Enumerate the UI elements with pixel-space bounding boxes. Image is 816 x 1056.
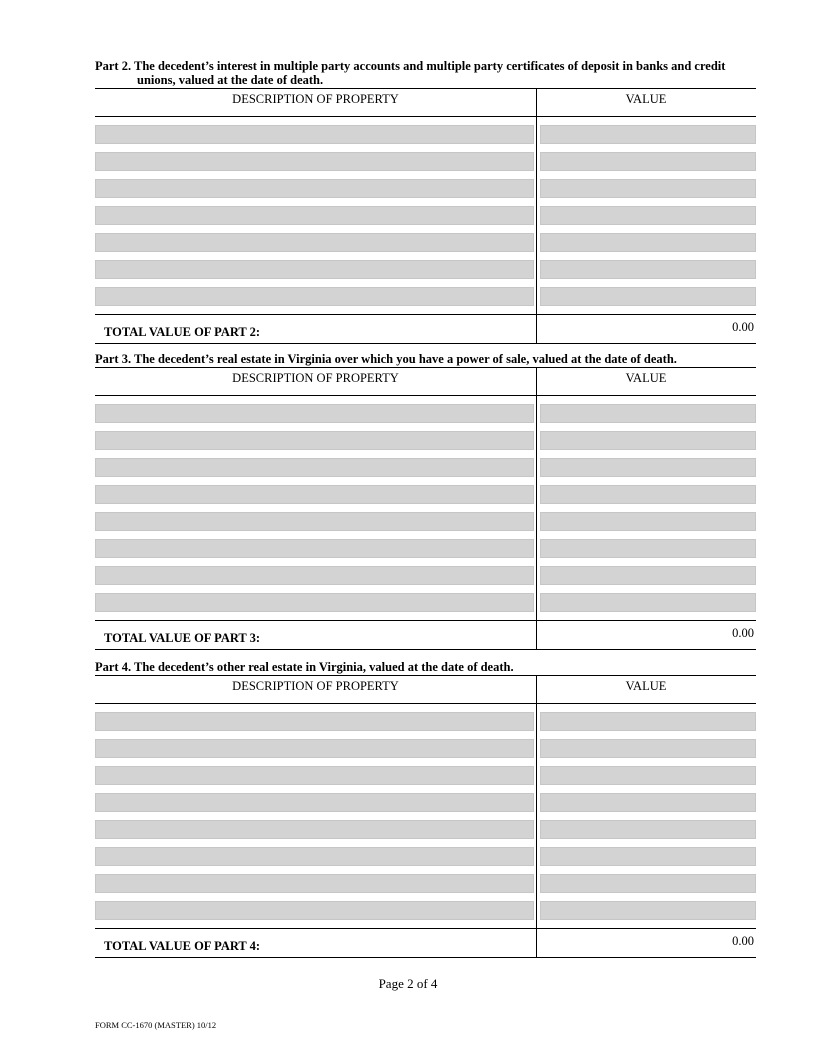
table-row: [95, 485, 756, 504]
description-field[interactable]: [95, 847, 534, 866]
description-field[interactable]: [95, 287, 534, 306]
part-2-section: [95, 59, 756, 344]
page-number: Page 2 of 4: [378, 976, 438, 991]
description-field[interactable]: [95, 260, 534, 279]
table-row: [95, 712, 756, 731]
table-row: [95, 793, 756, 812]
column-divider: [536, 368, 537, 649]
value-field[interactable]: [540, 593, 756, 612]
total-row: [95, 314, 756, 343]
value-field[interactable]: [540, 566, 756, 585]
table-row: [95, 152, 756, 171]
part-2-table: [95, 88, 756, 344]
value-field[interactable]: [540, 152, 756, 171]
value-field[interactable]: [540, 739, 756, 758]
total-label: TOTAL VALUE OF PART 3:: [104, 631, 261, 645]
total-value-field[interactable]: 0.00: [732, 626, 754, 640]
description-field[interactable]: [95, 793, 534, 812]
description-field[interactable]: [95, 593, 534, 612]
part-4-table: [95, 675, 756, 958]
value-field[interactable]: [540, 485, 756, 504]
description-header: DESCRIPTION OF PROPERTY: [232, 679, 399, 693]
table-row: [95, 820, 756, 839]
table-row: [95, 431, 756, 450]
description-field[interactable]: [95, 766, 534, 785]
part-3-section: [95, 352, 756, 650]
value-field[interactable]: [540, 874, 756, 893]
table-row: [95, 125, 756, 144]
table-row: [95, 766, 756, 785]
description-field[interactable]: [95, 874, 534, 893]
description-field[interactable]: [95, 233, 534, 252]
description-field[interactable]: [95, 152, 534, 171]
table-header: [95, 89, 756, 117]
value-field[interactable]: [540, 206, 756, 225]
value-header: VALUE: [625, 92, 667, 106]
part-4-section: [95, 660, 756, 958]
value-field[interactable]: [540, 458, 756, 477]
table-row: [95, 260, 756, 279]
description-header: DESCRIPTION OF PROPERTY: [232, 371, 399, 385]
description-field[interactable]: [95, 206, 534, 225]
table-row: [95, 458, 756, 477]
table-row: [95, 739, 756, 758]
form-id: FORM CC-1670 (MASTER) 10/12: [95, 1020, 217, 1030]
value-field[interactable]: [540, 512, 756, 531]
value-field[interactable]: [540, 539, 756, 558]
description-field[interactable]: [95, 431, 534, 450]
total-row: [95, 620, 756, 649]
table-row: [95, 179, 756, 198]
column-divider: [536, 89, 537, 343]
part-3-rows: [95, 396, 756, 612]
total-value-field[interactable]: 0.00: [732, 320, 754, 334]
value-field[interactable]: [540, 766, 756, 785]
table-header: [95, 676, 756, 704]
table-row: [95, 539, 756, 558]
part-3-table: [95, 367, 756, 650]
value-header: VALUE: [625, 371, 667, 385]
table-row: [95, 566, 756, 585]
value-field[interactable]: [540, 793, 756, 812]
value-field[interactable]: [540, 901, 756, 920]
value-field[interactable]: [540, 847, 756, 866]
description-field[interactable]: [95, 404, 534, 423]
table-header: [95, 368, 756, 396]
value-field[interactable]: [540, 431, 756, 450]
description-field[interactable]: [95, 566, 534, 585]
value-field[interactable]: [540, 260, 756, 279]
table-row: [95, 847, 756, 866]
table-row: [95, 593, 756, 612]
part-2-heading: Part 2. The decedent’s interest in multiple party accounts and multiple party certificates of deposit in banks and credit unions, valued at the date of death.: [95, 59, 726, 87]
total-label: TOTAL VALUE OF PART 4:: [104, 939, 261, 953]
part-2-rows: [95, 117, 756, 306]
table-row: [95, 512, 756, 531]
part-4-heading: Part 4. The decedent’s other real estate in Virginia, valued at the date of death.: [95, 660, 514, 674]
total-row: [95, 928, 756, 957]
value-field[interactable]: [540, 712, 756, 731]
value-field[interactable]: [540, 820, 756, 839]
value-field[interactable]: [540, 125, 756, 144]
part-3-heading: Part 3. The decedent’s real estate in Virginia over which you have a power of sale, valued at the date of death.: [95, 352, 677, 366]
description-field[interactable]: [95, 739, 534, 758]
description-header: DESCRIPTION OF PROPERTY: [232, 92, 399, 106]
description-field[interactable]: [95, 458, 534, 477]
description-field[interactable]: [95, 539, 534, 558]
value-field[interactable]: [540, 233, 756, 252]
table-row: [95, 404, 756, 423]
description-field[interactable]: [95, 179, 534, 198]
table-row: [95, 233, 756, 252]
description-field[interactable]: [95, 485, 534, 504]
value-field[interactable]: [540, 287, 756, 306]
table-row: [95, 287, 756, 306]
table-row: [95, 206, 756, 225]
description-field[interactable]: [95, 512, 534, 531]
column-divider: [536, 676, 537, 957]
value-header: VALUE: [625, 679, 667, 693]
description-field[interactable]: [95, 712, 534, 731]
total-label: TOTAL VALUE OF PART 2:: [104, 325, 261, 339]
part-4-rows: [95, 704, 756, 920]
value-field[interactable]: [540, 404, 756, 423]
table-row: [95, 901, 756, 920]
description-field[interactable]: [95, 820, 534, 839]
value-field[interactable]: [540, 179, 756, 198]
total-value-field[interactable]: 0.00: [732, 934, 754, 948]
table-row: [95, 874, 756, 893]
description-field[interactable]: [95, 125, 534, 144]
description-field[interactable]: [95, 901, 534, 920]
